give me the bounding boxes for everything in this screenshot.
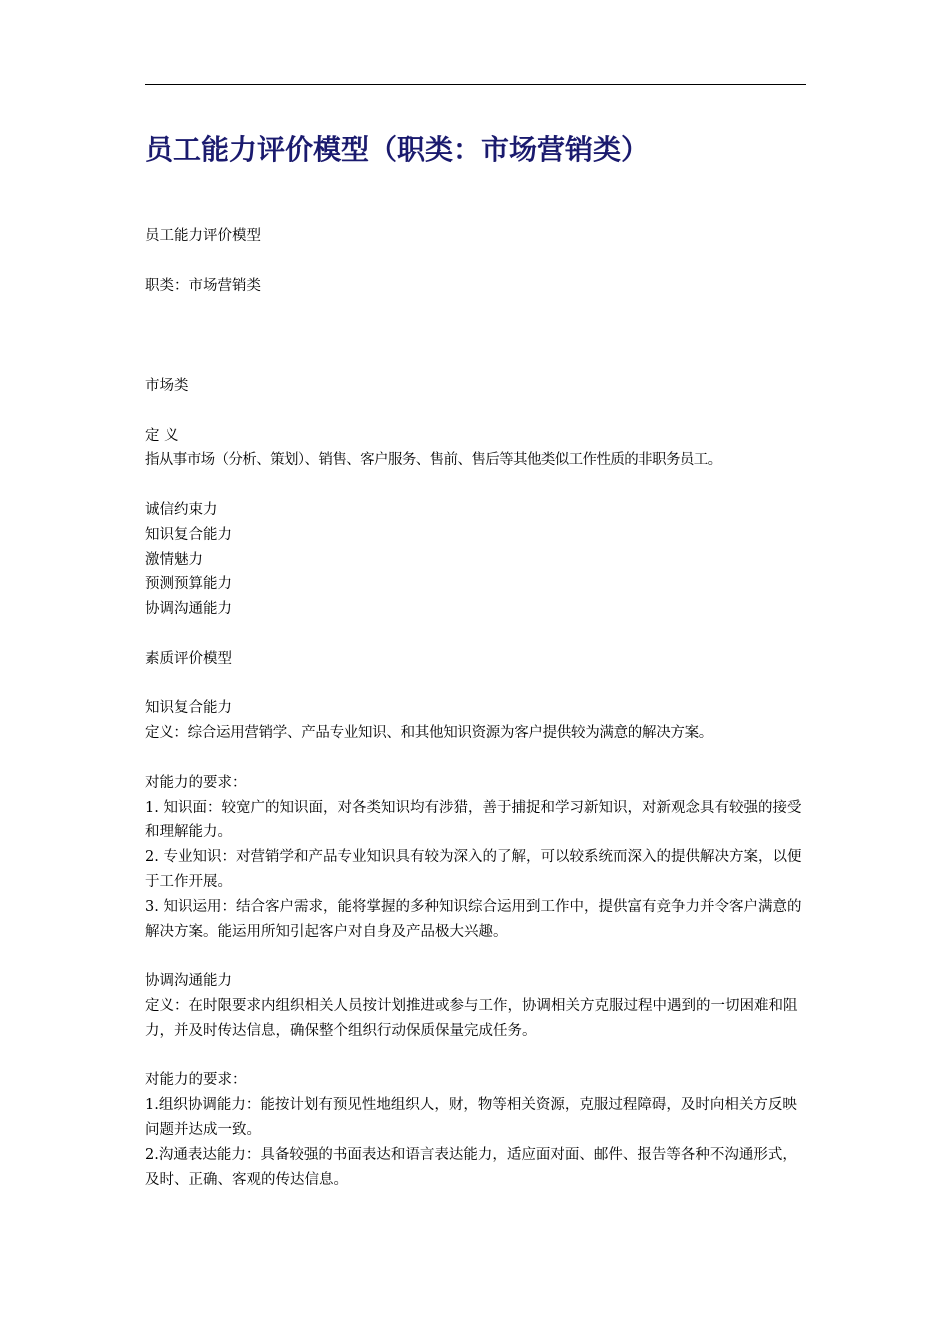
definition-label: 定 义 xyxy=(145,427,179,444)
subtitle-category: 职类：市场营销类 xyxy=(145,277,261,294)
knowledge-definition: 定义：综合运用营销学、产品专业知识、和其他知识资源为客户提供较为满意的解决方案。 xyxy=(145,725,713,742)
coordination-definition: 定义：在时限要求内组织相关人员按计划推进或参与工作，协调相关方克服过程中遇到的一切困难和阻力，并及时传达信息，确保整个组织行动保质保量完成任务。 xyxy=(145,997,798,1039)
definition-text: 指从事市场（分析、策划）、销售、客户服务、售前、售后等其他类似工作性质的非职务员工。 xyxy=(145,452,722,469)
ability-item: 诚信约束力 xyxy=(145,501,218,518)
page-title: 员工能力评价模型（职类：市场营销类） xyxy=(145,133,650,166)
knowledge-req-item: 3. 知识运用：结合客户需求，能将掌握的多种知识综合运用到工作中，提供富有竞争力并令客户满意的解决方案。能运用所知引起客户对自身及产品极大兴趣。 xyxy=(145,898,802,940)
knowledge-heading: 知识复合能力 xyxy=(145,700,232,717)
knowledge-req-label: 对能力的要求： xyxy=(145,774,247,791)
coordination-req-item: 2.沟通表达能力：具备较强的书面表达和语言表达能力，适应面对面、邮件、报告等各种不沟通形式，及时、正确、客观的传达信息。 xyxy=(145,1146,797,1188)
ability-item: 知识复合能力 xyxy=(145,526,232,543)
coordination-req-label: 对能力的要求： xyxy=(145,1072,247,1089)
knowledge-req-item: 1. 知识面：较宽广的知识面，对各类知识均有涉猎，善于捕捉和学习新知识，对新观念具有较强的接受和理解能力。 xyxy=(145,799,802,841)
header-rule xyxy=(145,84,806,85)
ability-item: 预测预算能力 xyxy=(145,576,232,593)
quality-model-heading: 素质评价模型 xyxy=(145,650,232,667)
ability-item: 激情魅力 xyxy=(145,551,203,568)
coordination-heading: 协调沟通能力 xyxy=(145,973,232,990)
knowledge-req-item: 2. 专业知识：对营销学和产品专业知识具有较为深入的了解，可以较系统而深入的提供解决方案，以便于工作开展。 xyxy=(145,849,802,890)
subtitle-model: 员工能力评价模型 xyxy=(145,228,261,244)
section-market: 市场类 xyxy=(145,378,189,394)
content-block xyxy=(145,374,807,1192)
ability-item: 协调沟通能力 xyxy=(145,601,232,618)
intro-block xyxy=(145,224,807,298)
coordination-req-item: 1.组织协调能力：能按计划有预见性地组织人，财，物等相关资源，克服过程障碍，及时向相关方反映问题并达成一致。 xyxy=(145,1097,797,1138)
